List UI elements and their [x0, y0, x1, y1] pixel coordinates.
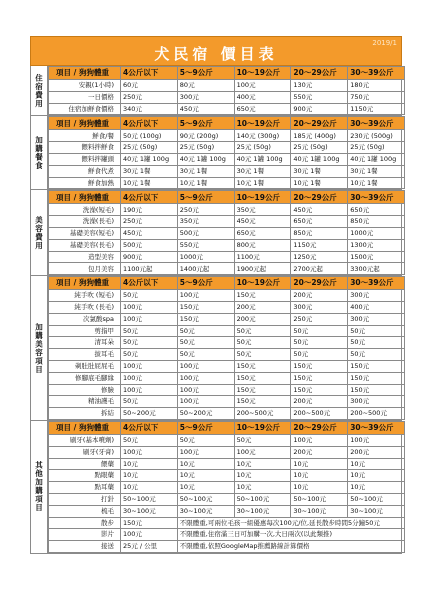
price-cell: 25元 (50g) — [291, 142, 348, 154]
page-title: 犬民宿 價目表 — [154, 45, 278, 63]
price-table — [48, 116, 405, 189]
item-name-cell: 安親(1小時) — [49, 80, 121, 92]
price-cell: 100元 — [177, 384, 234, 396]
price-cell: 10元 — [234, 482, 291, 494]
price-cell: 800元 — [234, 239, 291, 251]
header-cell: 10～19公斤 — [234, 117, 291, 130]
item-name-cell: 餵藥 — [49, 458, 121, 470]
section-label: 加購餐食 — [34, 135, 44, 170]
price-cell: 185元 (400g) — [291, 130, 348, 142]
price-cell: 150元 — [121, 517, 178, 529]
header-cell: 5～9公斤 — [177, 117, 234, 130]
price-cell: 1250元 — [291, 251, 348, 263]
table-row — [49, 505, 405, 517]
price-cell: 25元 / 公里 — [121, 541, 178, 553]
price-cell: 300元 — [348, 313, 405, 325]
note-cell: 不限體重,可兩位毛孩一組優惠每次100元/位,延長散步時間5分鐘50元 — [177, 517, 404, 529]
price-cell: 50~100元 — [177, 493, 234, 505]
price-cell: 850元 — [291, 227, 348, 239]
table-row — [49, 80, 405, 92]
header-cell: 4公斤以下 — [121, 421, 178, 434]
header-cell: 10～19公斤 — [234, 67, 291, 80]
header-cell: 20～29公斤 — [291, 67, 348, 80]
item-name-cell: 梳毛 — [49, 505, 121, 517]
price-cell: 650元 — [234, 103, 291, 115]
price-cell: 150元 — [348, 360, 405, 372]
price-cell: 30元 1餐 — [291, 165, 348, 177]
table-row — [49, 337, 405, 349]
table-row — [49, 177, 405, 189]
price-cell: 400元 — [234, 91, 291, 103]
item-name-cell: 拆結 — [49, 408, 121, 420]
price-cell: 190元 — [121, 204, 178, 216]
price-cell: 25元 (50g) — [348, 142, 405, 154]
table-row — [49, 482, 405, 494]
item-name-cell: 純手吹 (短毛) — [49, 290, 121, 302]
price-cell: 250元 — [291, 313, 348, 325]
price-cell: 1100元起 — [121, 263, 178, 275]
item-name-cell: 鮮食加熱 — [49, 177, 121, 189]
price-cell: 50元 — [121, 396, 178, 408]
price-cell: 30元 1餐 — [121, 165, 178, 177]
table-row — [49, 313, 405, 325]
price-cell: 50元 — [121, 337, 178, 349]
header-cell: 項目 / 狗狗體重 — [49, 191, 121, 204]
item-name-cell: 散步 — [49, 517, 121, 529]
item-name-cell: 純手吹 (長毛) — [49, 301, 121, 313]
header-cell: 4公斤以下 — [121, 67, 178, 80]
price-cell: 500元 — [121, 239, 178, 251]
price-cell: 180元 — [348, 80, 405, 92]
price-cell: 200~500元 — [291, 408, 348, 420]
table-row — [49, 517, 405, 529]
price-cell: 60元 — [121, 80, 178, 92]
price-cell: 50~200元 — [177, 408, 234, 420]
price-cell: 30~100元 — [121, 505, 178, 517]
header-row — [49, 421, 405, 434]
header-cell: 30～39公斤 — [348, 421, 405, 434]
price-section — [30, 66, 402, 116]
header-cell: 5～9公斤 — [177, 277, 234, 290]
table-row — [49, 541, 405, 553]
header-row — [49, 277, 405, 290]
date-label: 2019/1 — [372, 39, 397, 47]
price-cell: 50元 — [348, 337, 405, 349]
price-cell: 10元 — [291, 470, 348, 482]
price-cell: 2700元起 — [291, 263, 348, 275]
header-cell: 20～29公斤 — [291, 421, 348, 434]
price-cell: 850元 — [348, 216, 405, 228]
header-cell: 項目 / 狗狗體重 — [49, 277, 121, 290]
item-name-cell: 基礎美容(短毛) — [49, 227, 121, 239]
price-cell: 250元 — [177, 204, 234, 216]
price-cell: 400元 — [348, 301, 405, 313]
price-cell: 750元 — [348, 91, 405, 103]
item-name-cell: 鮮食代煮 — [49, 165, 121, 177]
header-row — [49, 191, 405, 204]
price-cell: 300元 — [348, 396, 405, 408]
item-name-cell: 一日價格 — [49, 91, 121, 103]
price-cell: 50元 — [121, 434, 178, 446]
table-row — [49, 470, 405, 482]
header-cell: 10～19公斤 — [234, 191, 291, 204]
price-cell: 50元 — [348, 325, 405, 337]
price-cell: 10元 — [348, 482, 405, 494]
price-cell: 200~500元 — [234, 408, 291, 420]
price-cell: 10元 1餐 — [291, 177, 348, 189]
table-row — [49, 349, 405, 361]
price-cell: 10元 1餐 — [121, 177, 178, 189]
price-cell: 200~500元 — [348, 408, 405, 420]
price-cell: 50元 — [121, 349, 178, 361]
section-side-label — [31, 421, 48, 553]
price-cell: 100元 — [121, 446, 178, 458]
price-table — [48, 190, 405, 275]
title-bar — [30, 36, 402, 66]
price-cell: 150元 — [348, 384, 405, 396]
price-table — [48, 421, 405, 553]
price-cell: 10元 1餐 — [177, 177, 234, 189]
header-cell: 10～19公斤 — [234, 277, 291, 290]
header-cell: 4公斤以下 — [121, 277, 178, 290]
price-cell: 200元 — [234, 301, 291, 313]
price-cell: 150元 — [291, 360, 348, 372]
table-row — [49, 301, 405, 313]
header-cell: 30～39公斤 — [348, 277, 405, 290]
price-cell: 150元 — [291, 384, 348, 396]
header-cell: 30～39公斤 — [348, 67, 405, 80]
table-row — [49, 396, 405, 408]
price-cell: 340元 — [121, 103, 178, 115]
price-cell: 40元 1罐 100g — [177, 153, 234, 165]
price-cell: 50元 — [234, 325, 291, 337]
price-cell: 50~100元 — [121, 493, 178, 505]
header-cell: 項目 / 狗狗體重 — [49, 421, 121, 434]
note-cell: 不限體重,依照GoogleMap推薦路線計算價格 — [177, 541, 404, 553]
price-cell: 50~100元 — [234, 493, 291, 505]
price-section — [30, 190, 402, 276]
price-cell: 100元 — [121, 529, 178, 541]
item-name-cell: 剪指甲 — [49, 325, 121, 337]
price-cell: 200元 — [291, 290, 348, 302]
price-cell: 50元 — [291, 325, 348, 337]
item-name-cell: 洗澡(短毛) — [49, 204, 121, 216]
price-cell: 50元 — [121, 325, 178, 337]
section-side-label — [31, 66, 48, 115]
price-cell: 100元 — [121, 301, 178, 313]
item-name-cell: 剃肚肚屁屁毛 — [49, 360, 121, 372]
price-cell: 250元 — [121, 216, 178, 228]
table-row — [49, 130, 405, 142]
price-cell: 1150元 — [291, 239, 348, 251]
price-cell: 50元 — [234, 434, 291, 446]
price-cell: 230元 (500g) — [348, 130, 405, 142]
price-cell: 900元 — [291, 103, 348, 115]
price-cell: 10元 — [177, 470, 234, 482]
price-cell: 30元 1餐 — [177, 165, 234, 177]
item-name-cell: 刷牙(基本噴劑) — [49, 434, 121, 446]
table-row — [49, 325, 405, 337]
table-row — [49, 360, 405, 372]
price-cell: 150元 — [234, 360, 291, 372]
section-label: 美容費用 — [34, 215, 44, 250]
price-table — [48, 276, 405, 420]
price-cell: 10元 — [177, 458, 234, 470]
price-cell: 150元 — [177, 313, 234, 325]
price-cell: 100元 — [291, 434, 348, 446]
price-cell: 50元 — [234, 337, 291, 349]
price-cell: 10元 — [234, 458, 291, 470]
price-section — [30, 116, 402, 190]
item-name-cell: 修臉 — [49, 384, 121, 396]
note-cell: 不限體重,住宿滿三日可加購一次,大日兩次(以此類推) — [177, 529, 404, 541]
price-cell: 1300元 — [348, 239, 405, 251]
header-cell: 4公斤以下 — [121, 117, 178, 130]
price-cell: 100元 — [177, 372, 234, 384]
price-cell: 150元 — [234, 290, 291, 302]
header-cell: 5～9公斤 — [177, 421, 234, 434]
price-cell: 3300元起 — [348, 263, 405, 275]
price-cell: 150元 — [234, 384, 291, 396]
price-cell: 130元 — [291, 80, 348, 92]
item-name-cell: 造型美容 — [49, 251, 121, 263]
price-cell: 50元 (100g) — [121, 130, 178, 142]
price-cell: 10元 — [177, 482, 234, 494]
item-name-cell: 餵料拌鮮食 — [49, 142, 121, 154]
table-row — [49, 446, 405, 458]
price-cell: 450元 — [121, 227, 178, 239]
table-row — [49, 103, 405, 115]
price-cell: 1400元起 — [177, 263, 234, 275]
price-cell: 100元 — [177, 396, 234, 408]
price-cell: 40元 1罐 100g — [348, 153, 405, 165]
price-cell: 100元 — [121, 313, 178, 325]
price-cell: 450元 — [177, 103, 234, 115]
price-cell: 30~100元 — [177, 505, 234, 517]
table-row — [49, 204, 405, 216]
price-cell: 10元 1餐 — [348, 177, 405, 189]
price-cell: 1000元 — [177, 251, 234, 263]
price-cell: 650元 — [348, 204, 405, 216]
price-cell: 150元 — [291, 372, 348, 384]
price-cell: 25元 (50g) — [121, 142, 178, 154]
table-row — [49, 372, 405, 384]
price-cell: 100元 — [121, 384, 178, 396]
price-cell: 10元 — [121, 470, 178, 482]
item-name-cell: 鮮食/餐 — [49, 130, 121, 142]
price-cell: 200元 — [348, 446, 405, 458]
price-sections — [30, 66, 402, 554]
item-name-cell: 清耳朵 — [49, 337, 121, 349]
price-cell: 100元 — [234, 80, 291, 92]
price-cell: 30元 1餐 — [234, 165, 291, 177]
price-cell: 550元 — [291, 91, 348, 103]
item-name-cell: 拔耳毛 — [49, 349, 121, 361]
price-cell: 140元 (300g) — [234, 130, 291, 142]
table-row — [49, 239, 405, 251]
price-cell: 100元 — [121, 360, 178, 372]
price-cell: 50元 — [234, 349, 291, 361]
item-name-cell: 點耳藥 — [49, 482, 121, 494]
table-row — [49, 153, 405, 165]
price-cell: 100元 — [177, 446, 234, 458]
price-cell: 50元 — [177, 434, 234, 446]
price-cell: 25元 (50g) — [234, 142, 291, 154]
header-cell: 項目 / 狗狗體重 — [49, 117, 121, 130]
price-cell: 450元 — [234, 216, 291, 228]
price-cell: 900元 — [121, 251, 178, 263]
table-row — [49, 408, 405, 420]
item-name-cell: 修腳底毛腳緣 — [49, 372, 121, 384]
item-name-cell: 點眼藥 — [49, 470, 121, 482]
table-row — [49, 216, 405, 228]
price-cell: 90元 (200g) — [177, 130, 234, 142]
price-cell: 500元 — [177, 227, 234, 239]
header-cell: 4公斤以下 — [121, 191, 178, 204]
header-cell: 20～29公斤 — [291, 117, 348, 130]
item-name-cell: 接送 — [49, 541, 121, 553]
price-cell: 200元 — [291, 396, 348, 408]
table-row — [49, 434, 405, 446]
table-row — [49, 290, 405, 302]
price-cell: 650元 — [291, 216, 348, 228]
table-row — [49, 91, 405, 103]
section-side-label — [31, 190, 48, 275]
item-name-cell: 影片 — [49, 529, 121, 541]
price-cell: 550元 — [177, 239, 234, 251]
table-row — [49, 251, 405, 263]
price-cell: 40元 1罐 100g — [121, 153, 178, 165]
item-name-cell: 刷牙(牙膏) — [49, 446, 121, 458]
table-row — [49, 227, 405, 239]
price-cell: 100元 — [177, 290, 234, 302]
header-row — [49, 67, 405, 80]
price-sheet — [30, 36, 402, 554]
header-cell: 10～19公斤 — [234, 421, 291, 434]
price-cell: 50元 — [177, 337, 234, 349]
price-cell: 650元 — [234, 227, 291, 239]
item-name-cell: 洗澡(長毛) — [49, 216, 121, 228]
price-cell: 300元 — [291, 301, 348, 313]
price-cell: 50元 — [177, 349, 234, 361]
price-cell: 50~100元 — [291, 493, 348, 505]
price-section — [30, 276, 402, 421]
price-cell: 150元 — [234, 372, 291, 384]
section-label: 其他加購項目 — [34, 461, 44, 513]
price-cell: 250元 — [121, 91, 178, 103]
price-cell: 150元 — [348, 372, 405, 384]
header-cell: 5～9公斤 — [177, 191, 234, 204]
price-cell: 50元 — [177, 325, 234, 337]
price-cell: 50~200元 — [121, 408, 178, 420]
section-label: 住宿費用 — [34, 73, 44, 108]
table-row — [49, 384, 405, 396]
price-cell: 80元 — [177, 80, 234, 92]
price-cell: 30~100元 — [291, 505, 348, 517]
price-cell: 1150元 — [348, 103, 405, 115]
price-cell: 25元 (50g) — [177, 142, 234, 154]
item-name-cell: 次氯酸spa — [49, 313, 121, 325]
price-cell: 50元 — [291, 349, 348, 361]
table-row — [49, 142, 405, 154]
price-cell: 50元 — [348, 349, 405, 361]
header-row — [49, 117, 405, 130]
section-label: 加購美容項目 — [34, 322, 44, 374]
table-row — [49, 263, 405, 275]
table-row — [49, 493, 405, 505]
price-cell: 200元 — [291, 446, 348, 458]
price-cell: 10元 — [234, 470, 291, 482]
item-name-cell: 包月美容 — [49, 263, 121, 275]
header-cell: 20～29公斤 — [291, 191, 348, 204]
price-cell: 100元 — [348, 434, 405, 446]
price-cell: 50~100元 — [348, 493, 405, 505]
price-cell: 10元 — [348, 458, 405, 470]
price-cell: 150元 — [177, 301, 234, 313]
price-cell: 1900元起 — [234, 263, 291, 275]
price-cell: 40元 1罐 100g — [291, 153, 348, 165]
price-cell: 100元 — [177, 360, 234, 372]
price-cell: 300元 — [348, 290, 405, 302]
table-row — [49, 529, 405, 541]
price-cell: 40元 1罐 100g — [234, 153, 291, 165]
price-cell: 350元 — [234, 204, 291, 216]
price-cell: 300元 — [177, 91, 234, 103]
price-cell: 10元 1餐 — [234, 177, 291, 189]
price-table — [48, 66, 405, 115]
header-cell: 20～29公斤 — [291, 277, 348, 290]
price-cell: 100元 — [121, 372, 178, 384]
price-cell: 350元 — [177, 216, 234, 228]
price-cell: 1000元 — [348, 227, 405, 239]
header-cell: 30～39公斤 — [348, 117, 405, 130]
header-cell: 30～39公斤 — [348, 191, 405, 204]
price-cell: 50元 — [291, 337, 348, 349]
price-cell: 1500元 — [348, 251, 405, 263]
price-cell: 10元 — [121, 458, 178, 470]
header-cell: 項目 / 狗狗體重 — [49, 67, 121, 80]
price-cell: 1100元 — [234, 251, 291, 263]
price-cell: 30~100元 — [348, 505, 405, 517]
price-cell: 10元 — [291, 482, 348, 494]
item-name-cell: 精油護毛 — [49, 396, 121, 408]
price-cell: 10元 — [121, 482, 178, 494]
price-cell: 10元 — [291, 458, 348, 470]
price-cell: 50元 — [121, 290, 178, 302]
price-cell: 100元 — [234, 446, 291, 458]
price-cell: 30元 1餐 — [348, 165, 405, 177]
header-cell: 5～9公斤 — [177, 67, 234, 80]
section-side-label — [31, 276, 48, 420]
table-row — [49, 458, 405, 470]
item-name-cell: 住宿加鮮食價格 — [49, 103, 121, 115]
price-cell: 30~100元 — [234, 505, 291, 517]
price-cell: 200元 — [234, 313, 291, 325]
item-name-cell: 打針 — [49, 493, 121, 505]
section-side-label — [31, 116, 48, 189]
price-cell: 450元 — [291, 204, 348, 216]
price-cell: 10元 — [348, 470, 405, 482]
table-row — [49, 165, 405, 177]
price-cell: 150元 — [234, 396, 291, 408]
price-section — [30, 421, 402, 554]
item-name-cell: 餵料拌罐頭 — [49, 153, 121, 165]
item-name-cell: 基礎美容(長毛) — [49, 239, 121, 251]
